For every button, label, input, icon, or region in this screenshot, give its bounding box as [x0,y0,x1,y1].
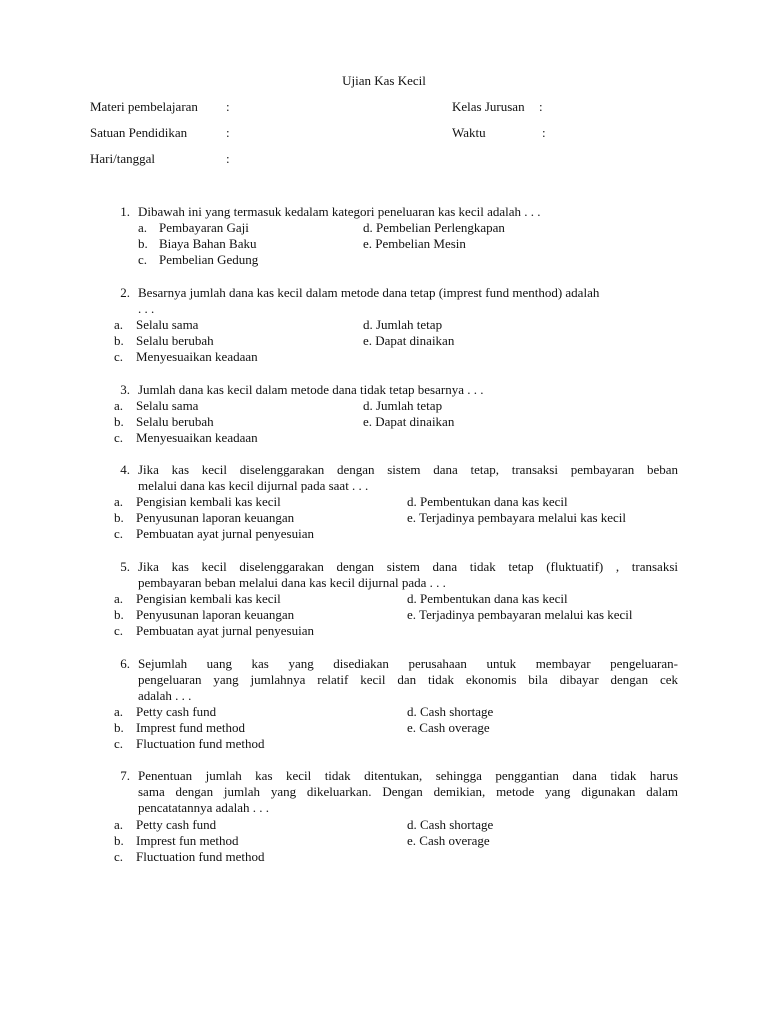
question-text-line: Jika kas kecil diselenggarakan dengan sistem dana tidak tetap (fluktuatif) , transaksi [138,559,678,574]
option-d: d. Jumlah tetap [363,398,443,413]
question-text-line: Jumlah dana kas kecil dalam metode dana tidak tetap besarnya . . . [138,382,484,397]
option-d: d. Pembentukan dana kas kecil [407,494,568,509]
question-text-line: pembayaran beban melalui dana kas kecil dijurnal pada . . . [138,575,446,590]
question-number: 1. [120,204,130,219]
option-d: d. Cash shortage [407,704,494,719]
option-b-letter: b. [114,333,124,348]
question-text-line: Sejumlah uang kas yang disediakan perusahaan untuk membayar pengeluaran- [138,656,678,671]
waktu-label: Waktu [452,125,486,140]
option-b: Penyusunan laporan keuangan [136,607,295,622]
hari-colon: : [226,151,230,166]
question-number: 6. [120,656,130,671]
option-e: e. Dapat dinaikan [363,333,455,348]
option-e: e. Cash overage [407,720,490,735]
option-a: Pengisian kembali kas kecil [136,494,281,509]
question-text-line: Besarnya jumlah dana kas kecil dalam metode dana tetap (imprest fund menthod) adalah [138,285,600,300]
option-a: Pengisian kembali kas kecil [136,591,281,606]
option-b-letter: b. [138,236,148,251]
option-d: d. Jumlah tetap [363,317,443,332]
option-c-letter: c. [114,736,124,751]
materi-colon: : [226,99,230,114]
question-number: 4. [120,462,130,477]
question-text-line: melalui dana kas kecil dijurnal pada saat . . . [138,478,369,493]
question-number: 3. [120,382,130,397]
option-b: Penyusunan laporan keuangan [136,510,295,525]
satuan-colon: : [226,125,230,140]
option-c-letter: c. [114,623,124,638]
option-d: d. Cash shortage [407,817,494,832]
question-number: 5. [120,559,130,574]
option-e: e. Pembelian Mesin [363,236,466,251]
option-c: Pembuatan ayat jurnal penyesuian [136,623,314,638]
option-e: e. Dapat dinaikan [363,414,455,429]
option-a-letter: a. [114,494,124,509]
option-b-letter: b. [114,510,124,525]
waktu-colon: : [542,125,546,140]
option-c: Fluctuation fund method [136,849,265,864]
satuan-label: Satuan Pendidikan [90,125,188,140]
option-a-letter: a. [138,220,148,235]
option-c: Pembuatan ayat jurnal penyesuian [136,526,314,541]
kelas-label: Kelas Jurusan [452,99,525,114]
option-a: Selalu sama [136,398,199,413]
option-e: e. Cash overage [407,833,490,848]
option-b: Imprest fund method [136,720,246,735]
option-b: Selalu berubah [136,414,214,429]
option-c: Menyesuaikan keadaan [136,430,258,445]
option-a-letter: a. [114,817,124,832]
option-c-letter: c. [114,430,124,445]
option-a-letter: a. [114,704,124,719]
option-d: d. Pembelian Perlengkapan [363,220,505,235]
option-d: d. Pembentukan dana kas kecil [407,591,568,606]
option-c-letter: c. [138,252,148,267]
option-b: Selalu berubah [136,333,214,348]
option-b-letter: b. [114,607,124,622]
option-c: Fluctuation fund method [136,736,265,751]
option-b-letter: b. [114,414,124,429]
question-text-line: pengeluaran yang jumlahnya relatif kecil dan tidak ekonomis bila dibayar dengan cek [138,672,678,687]
question-text-line: Penentuan jumlah kas kecil tidak ditentukan, sehingga penggantian dana tidak harus [138,768,678,783]
option-c-letter: c. [114,526,124,541]
option-c: Menyesuaikan keadaan [136,349,258,364]
page-title: Ujian Kas Kecil [342,73,426,88]
question-number: 2. [120,285,130,300]
question-text-line: adalah . . . [138,688,192,703]
option-a-letter: a. [114,398,124,413]
option-c-letter: c. [114,349,124,364]
question-text-line: pencatatannya adalah . . . [138,800,270,815]
option-a: Pembayaran Gaji [159,220,249,235]
option-b-letter: b. [114,720,124,735]
materi-label: Materi pembelajaran [90,99,198,114]
question-text-line: . . . [138,301,155,316]
option-c: Pembelian Gedung [159,252,259,267]
option-a: Petty cash fund [136,817,217,832]
question-text-line: sama dengan jumlah yang dikeluarkan. Dengan demikian, metode yang digunakan dalam [138,784,678,799]
kelas-colon: : [539,99,543,114]
question-number: 7. [120,768,130,783]
option-c-letter: c. [114,849,124,864]
option-a: Petty cash fund [136,704,217,719]
option-a-letter: a. [114,317,124,332]
option-a: Selalu sama [136,317,199,332]
hari-label: Hari/tanggal [90,151,155,166]
option-a-letter: a. [114,591,124,606]
option-b-letter: b. [114,833,124,848]
option-e: e. Terjadinya pembayaran melalui kas kecil [407,607,633,622]
question-text-line: Dibawah ini yang termasuk kedalam kategori peneluaran kas kecil adalah . . . [138,204,541,219]
option-e: e. Terjadinya pembayara melalui kas kecil [407,510,627,525]
question-text-line: Jika kas kecil diselenggarakan dengan sistem dana tetap, transaksi pembayaran beban [138,462,678,477]
option-b: Imprest fun method [136,833,239,848]
option-b: Biaya Bahan Baku [159,236,257,251]
